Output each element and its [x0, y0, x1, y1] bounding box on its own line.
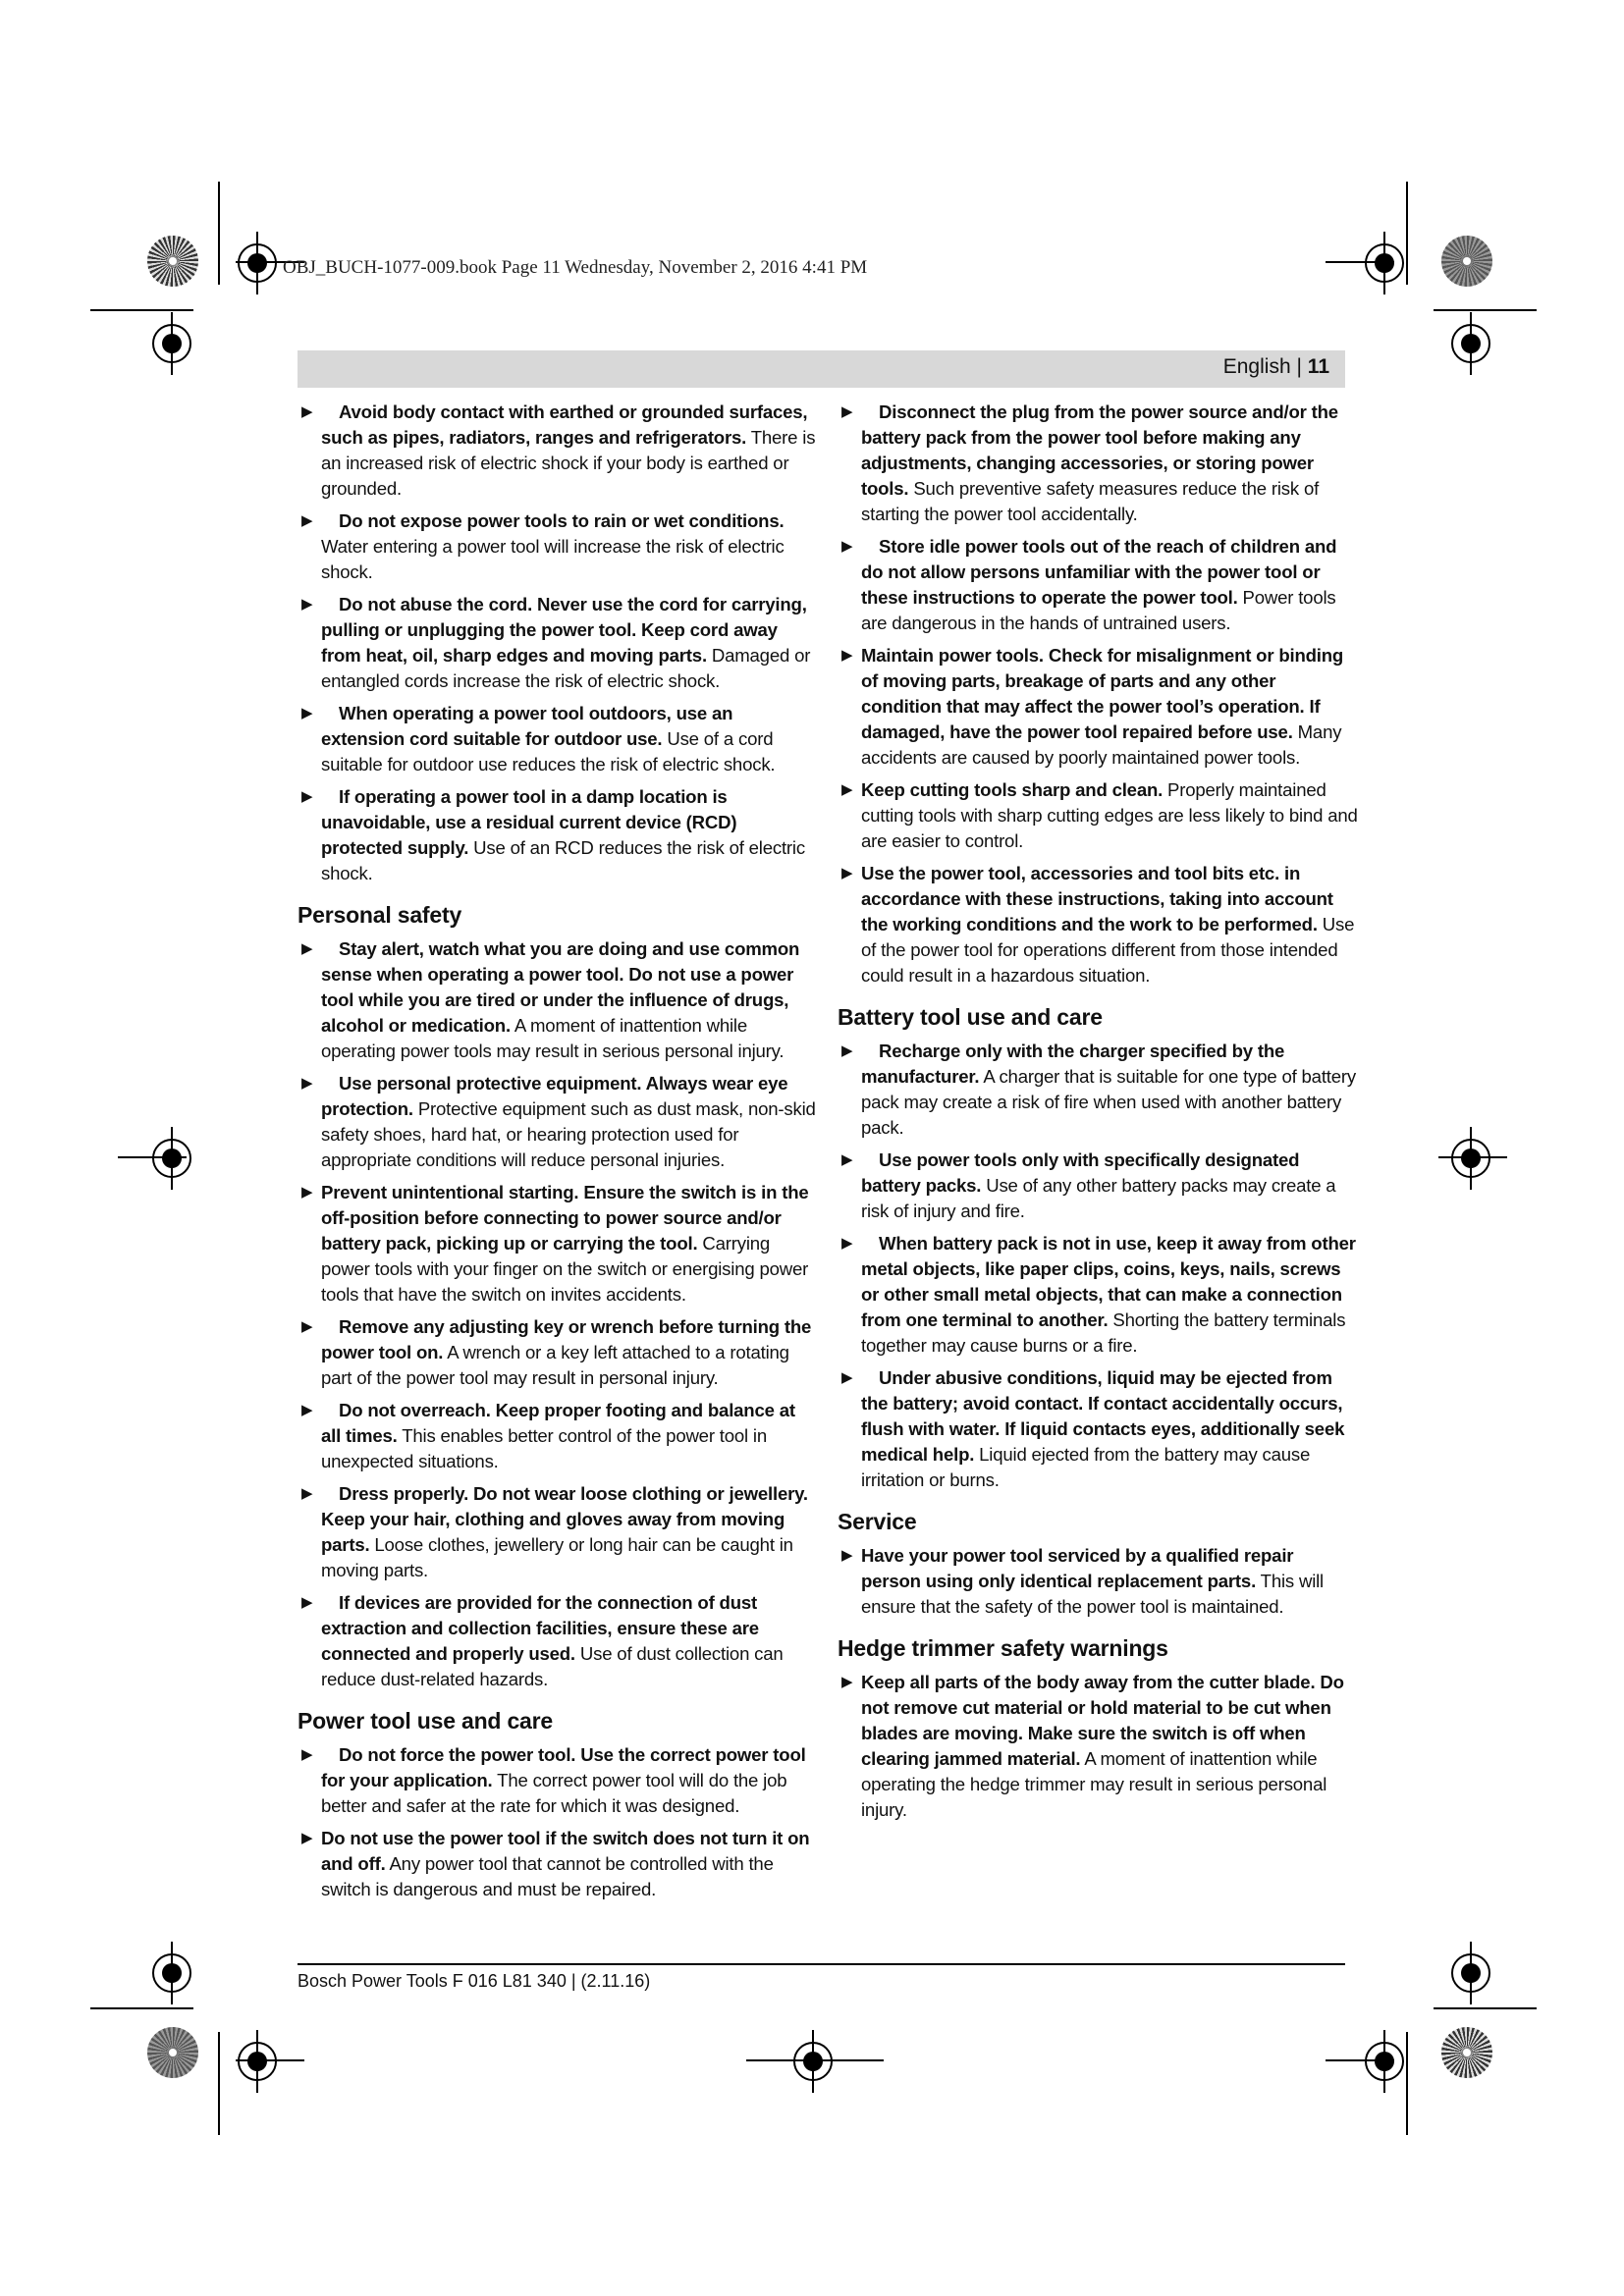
- list-item: ▶ Maintain power tools. Check for misalignment or binding of moving parts, breakage of parts and any other condition that may affect the power tool’s operation. If damaged, have the power tool repaired before use. Many accidents are caused by poorly maintained power tools.: [841, 645, 1344, 768]
- header-language: English: [1222, 355, 1291, 378]
- list-item: ▶ Prevent unintentional starting. Ensure the switch is in the off-position before connecting to power source and/or battery pack, picking up or carrying the tool. Carrying power tools with your finger on the switch or energising power tools that have the switch on invites accidents.: [301, 1182, 809, 1305]
- list-item: ▶ Stay alert, watch what you are doing and use common sense when operating a power tool. Do not use a power tool while you are tired or under the influence of drugs, alcohol or medication. A moment of inattention while operating power tools may result in serious personal injury.: [301, 938, 800, 1061]
- list-item: ▶ Recharge only with the charger specified by the manufacturer. A charger that is suitable for one type of battery pack may create a risk of fire when used with another battery pack.: [841, 1041, 1356, 1138]
- registration-target-icon: [1365, 243, 1404, 283]
- registration-target-icon: [793, 2042, 833, 2081]
- bullet-triangle-icon: ▶: [841, 647, 853, 664]
- bullet-triangle-icon: ▶: [301, 1746, 313, 1763]
- list-item: ▶ Do not expose power tools to rain or wet conditions. Water entering a power tool will increase the risk of electric shock.: [301, 510, 785, 582]
- crop-mark: [1406, 182, 1408, 285]
- bullet-triangle-icon: ▶: [841, 781, 853, 798]
- bullet-triangle-icon: ▶: [841, 1674, 853, 1690]
- registration-target-icon: [152, 1139, 191, 1178]
- bullet-triangle-icon: ▶: [301, 512, 313, 529]
- bullet-triangle-icon: ▶: [301, 705, 313, 721]
- list-item: ▶ Have your power tool serviced by a qualified repair person using only identical replacement parts. This will ensure that the safety of the power tool is maintained.: [841, 1545, 1324, 1617]
- crop-mark: [218, 2032, 220, 2135]
- bullet-triangle-icon: ▶: [301, 940, 313, 957]
- bullet-triangle-icon: ▶: [841, 865, 853, 881]
- list-item: ▶ If devices are provided for the connection of dust extraction and collection facilities, ensure these are connected and properly used. Use of dust collection can reduce dust-related hazards.: [301, 1592, 784, 1689]
- list-item: ▶ If operating a power tool in a damp location is unavoidable, use a residual current device (RCD) protected supply. Use of an RCD reduces the risk of electric shock.: [301, 786, 805, 883]
- list-item: ▶ Use personal protective equipment. Always wear eye protection. Protective equipment such as dust mask, non-skid safety shoes, hard hat, or hearing protection used for appropriate conditions will reduce personal injuries.: [301, 1073, 816, 1170]
- registration-target-icon: [152, 324, 191, 363]
- section-title-battery: Battery tool use and care: [838, 1004, 1103, 1030]
- section-title-hedge-trimmer: Hedge trimmer safety warnings: [838, 1635, 1168, 1661]
- crop-mark: [1406, 2032, 1408, 2135]
- registration-line: [746, 2059, 884, 2061]
- crop-mark: [1434, 309, 1537, 311]
- right-column: [838, 400, 1358, 1830]
- bullet-triangle-icon: ▶: [301, 1830, 313, 1846]
- bullet-triangle-icon: ▶: [301, 1402, 313, 1418]
- list-item: ▶ When operating a power tool outdoors, use an extension cord suitable for outdoor use. Use of a cord suitable for outdoor use reduces the risk of electric shock.: [301, 703, 776, 774]
- list-item: ▶ Store idle power tools out of the reach of children and do not allow persons unfamiliar with the power tool or these instructions to operate the power tool. Power tools are dangerous in the hands of untrained users.: [841, 536, 1337, 633]
- registration-target-icon: [1451, 1953, 1490, 1993]
- list-item: ▶ Keep all parts of the body away from the cutter blade. Do not remove cut material or hold material to be cut when blades are moving. Make sure the switch is off when clearing jammed material. A moment of inattention while operating the hedge trimmer may result in serious personal injury.: [841, 1672, 1344, 1820]
- registration-sunburst-icon: [147, 236, 198, 287]
- file-info-slug: OBJ_BUCH-1077-009.book Page 11 Wednesday, November 2, 2016 4:41 PM: [283, 257, 868, 278]
- list-item: ▶ When battery pack is not in use, keep it away from other metal objects, like paper clips, coins, keys, nails, screws or other small metal objects, that can make a connection from one terminal to another. Shorting the battery terminals together may cause burns or a fire.: [841, 1233, 1356, 1356]
- bullet-triangle-icon: ▶: [841, 1369, 853, 1386]
- footer-rule: [298, 1963, 1345, 1965]
- list-item: ▶ Avoid body contact with earthed or grounded surfaces, such as pipes, radiators, ranges and refrigerators. There is an increased risk of electric shock if your body is earthed or grounded.: [301, 401, 816, 499]
- bullet-triangle-icon: ▶: [841, 1235, 853, 1252]
- list-item: ▶ Use power tools only with specifically designated battery packs. Use of any other battery packs may create a risk of injury and fire.: [841, 1149, 1336, 1221]
- list-item: ▶ Disconnect the plug from the power source and/or the battery pack from the power tool before making any adjustments, changing accessories, or storing power tools. Such preventive safety measures reduce the risk of starting the power tool accidentally.: [841, 401, 1338, 524]
- bullet-triangle-icon: ▶: [301, 1485, 313, 1502]
- page-footer: Bosch Power Tools F 016 L81 340 | (2.11.16): [298, 1971, 651, 1991]
- crop-mark: [90, 309, 193, 311]
- bullet-triangle-icon: ▶: [301, 403, 313, 420]
- registration-target-icon: [152, 1953, 191, 1993]
- registration-line: [118, 1156, 187, 1158]
- registration-sunburst-icon: [147, 2027, 198, 2078]
- list-item: ▶ Remove any adjusting key or wrench before turning the power tool on. A wrench or a key left attached to a rotating part of the power tool may result in personal injury.: [301, 1316, 812, 1388]
- registration-target-icon: [238, 243, 277, 283]
- registration-target-icon: [1365, 2042, 1404, 2081]
- crop-mark: [1434, 2007, 1537, 2009]
- list-item: ▶ Do not use the power tool if the switch does not turn it on and off. Any power tool that cannot be controlled with the switch is dangerous and must be repaired.: [301, 1828, 810, 1899]
- crop-mark: [90, 2007, 193, 2009]
- page-number: 11: [1307, 355, 1329, 378]
- bullet-triangle-icon: ▶: [301, 1075, 313, 1092]
- list-item: ▶ Dress properly. Do not wear loose clothing or jewellery. Keep your hair, clothing and gloves away from moving parts. Loose clothes, jewellery or long hair can be caught in moving parts.: [301, 1483, 808, 1580]
- page-header: [1223, 355, 1329, 379]
- section-title-personal-safety: Personal safety: [298, 902, 462, 928]
- left-column: [298, 400, 818, 1909]
- section-title-power-tool-use: Power tool use and care: [298, 1708, 553, 1734]
- section-title-service: Service: [838, 1509, 917, 1534]
- list-item: ▶ Keep cutting tools sharp and clean. Properly maintained cutting tools with sharp cutting edges are less likely to bind and are easier to control.: [841, 779, 1358, 851]
- header-separator: |: [1296, 355, 1302, 378]
- bullet-triangle-icon: ▶: [301, 788, 313, 805]
- bullet-triangle-icon: ▶: [841, 1042, 853, 1059]
- bullet-triangle-icon: ▶: [301, 1594, 313, 1611]
- list-item: ▶ Do not abuse the cord. Never use the cord for carrying, pulling or unplugging the power tool. Keep cord away from heat, oil, sharp edges and moving parts. Damaged or entangled cords increase the risk of electric shock.: [301, 594, 811, 691]
- registration-target-icon: [238, 2042, 277, 2081]
- bullet-triangle-icon: ▶: [301, 1318, 313, 1335]
- page-header-bar: [298, 350, 1345, 388]
- registration-sunburst-icon: [1441, 236, 1492, 287]
- crop-mark: [218, 182, 220, 285]
- registration-target-icon: [1451, 324, 1490, 363]
- bullet-triangle-icon: ▶: [301, 596, 313, 613]
- list-item: ▶ Do not force the power tool. Use the correct power tool for your application. The correct power tool will do the job better and safer at the rate for which it was designed.: [301, 1744, 806, 1816]
- registration-line: [1438, 1156, 1507, 1158]
- bullet-triangle-icon: ▶: [841, 1547, 853, 1564]
- bullet-triangle-icon: ▶: [841, 1151, 853, 1168]
- list-item: ▶ Do not overreach. Keep proper footing and balance at all times. This enables better control of the power tool in unexpected situations.: [301, 1400, 795, 1471]
- bullet-triangle-icon: ▶: [301, 1184, 313, 1201]
- registration-line: [1326, 2059, 1394, 2061]
- registration-line: [236, 2059, 304, 2061]
- list-item: ▶ Use the power tool, accessories and tool bits etc. in accordance with these instructions, taking into account the working conditions and the work to be performed. Use of the power tool for operations different from those intended could result in a hazardous situation.: [841, 863, 1355, 986]
- registration-sunburst-icon: [1441, 2027, 1492, 2078]
- bullet-triangle-icon: ▶: [841, 538, 853, 555]
- registration-target-icon: [1451, 1139, 1490, 1178]
- registration-line: [1326, 261, 1394, 263]
- list-item: ▶ Under abusive conditions, liquid may be ejected from the battery; avoid contact. If contact accidentally occurs, flush with water. If liquid contacts eyes, additionally seek medical help. Liquid ejected from the battery may cause irritation or burns.: [841, 1367, 1345, 1490]
- bullet-triangle-icon: ▶: [841, 403, 853, 420]
